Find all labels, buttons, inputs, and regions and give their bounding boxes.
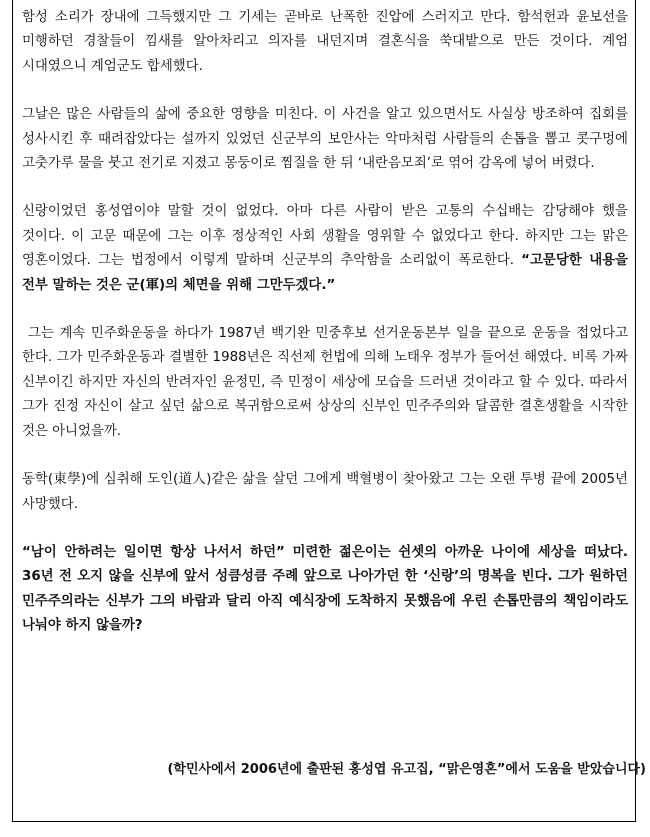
source-credit: (학민사에서 2006년에 출판된 홍성엽 유고집, “맑은영혼”에서 도움을 받았습니다) [167,762,646,777]
paragraph-5: 동학(東學)에 심취해 도인(道人)같은 삶을 살던 그에게 백혈병이 찾아왔고 그는 오랜 투병 끝에 2005년 사망했다. [22,472,628,512]
article-body [22,6,628,639]
court-quote: “고문당한 내용을 전부 말하는 것은 군(軍)의 체면을 위해 그만두겠다.” [22,253,628,293]
paragraph-4: 그는 계속 민주화운동을 하다가 1987년 백기완 민중후보 선거운동본부 일을 끝으로 운동을 접었다고 한다. 그가 민주화운동과 결별한 1988년은 직선제 헌법에 의해 노태우 정부가 들어선 해였다. 비록 가짜 신부이긴 하지만 자신의 반려자인 윤정민, 즉 민정이 세상에 모습을 드러낸 것이라고 할 수 있다. 따라서 그가 진정 자신이 살고 싶던 삶으로 복귀함으로써 상상의 신부인 민주주의와 달콤한 결혼생활을 시작한 것은 아니었을까. [22,326,628,439]
paragraph-2: 그날은 많은 사람들의 삶에 중요한 영향을 미친다. 이 사건을 알고 있으면서도 사실상 방조하여 집회를 성사시킨 후 때려잡았다는 설까지 있었던 신군부의 보안사는 악마처럼 사람들의 손톱을 뽑고 콧구멍에 고춧가루 물을 붓고 전기로 지졌고 몽둥이로 찜질을 한 뒤 ‘내란음모죄’로 엮어 감옥에 넣어 버렸다. [22,107,628,172]
paragraph-6: “남이 안하려는 일이면 항상 나서서 하던” 미련한 젊은이는 쉰셋의 아까운 나이에 세상을 떠났다. 36년 전 오지 않을 신부에 앞서 성큼성큼 주례 앞으로 나아가던 한 ‘신랑’의 명복을 빈다. 그가 원하던 민주주의라는 신부가 그의 바람과 달리 아직 예식장에 도착하지 못했음에 우린 손톱만큼의 책임이라도 나눠야 하지 않을까? [22,544,628,634]
paragraph-3-text: 신랑이었던 홍성엽이야 말할 것이 없었다. 아마 다른 사람이 받은 고통의 수십배는 감당해야 했을 것이다. 이 고문 때문에 그는 이후 정상적인 사회 생활을 영위할 수 없었다고 한다. 하지만 그는 맑은 영혼이었다. 그는 법정에서 이렇게 말하며 신군부의 추악함을 소리없이 폭로한다. [22,204,628,269]
paragraph-1: 함성 소리가 장내에 그득했지만 그 기세는 곧바로 난폭한 진압에 스러지고 만다. 함석헌과 윤보선을 미행하던 경찰들이 낌새를 알아차리고 의자를 내던지며 결혼식을 쑥대밭으로 만든 것이다. 계엄 시대였으니 계엄군도 합세했다. [22,10,628,74]
paragraph-3 [22,200,628,298]
